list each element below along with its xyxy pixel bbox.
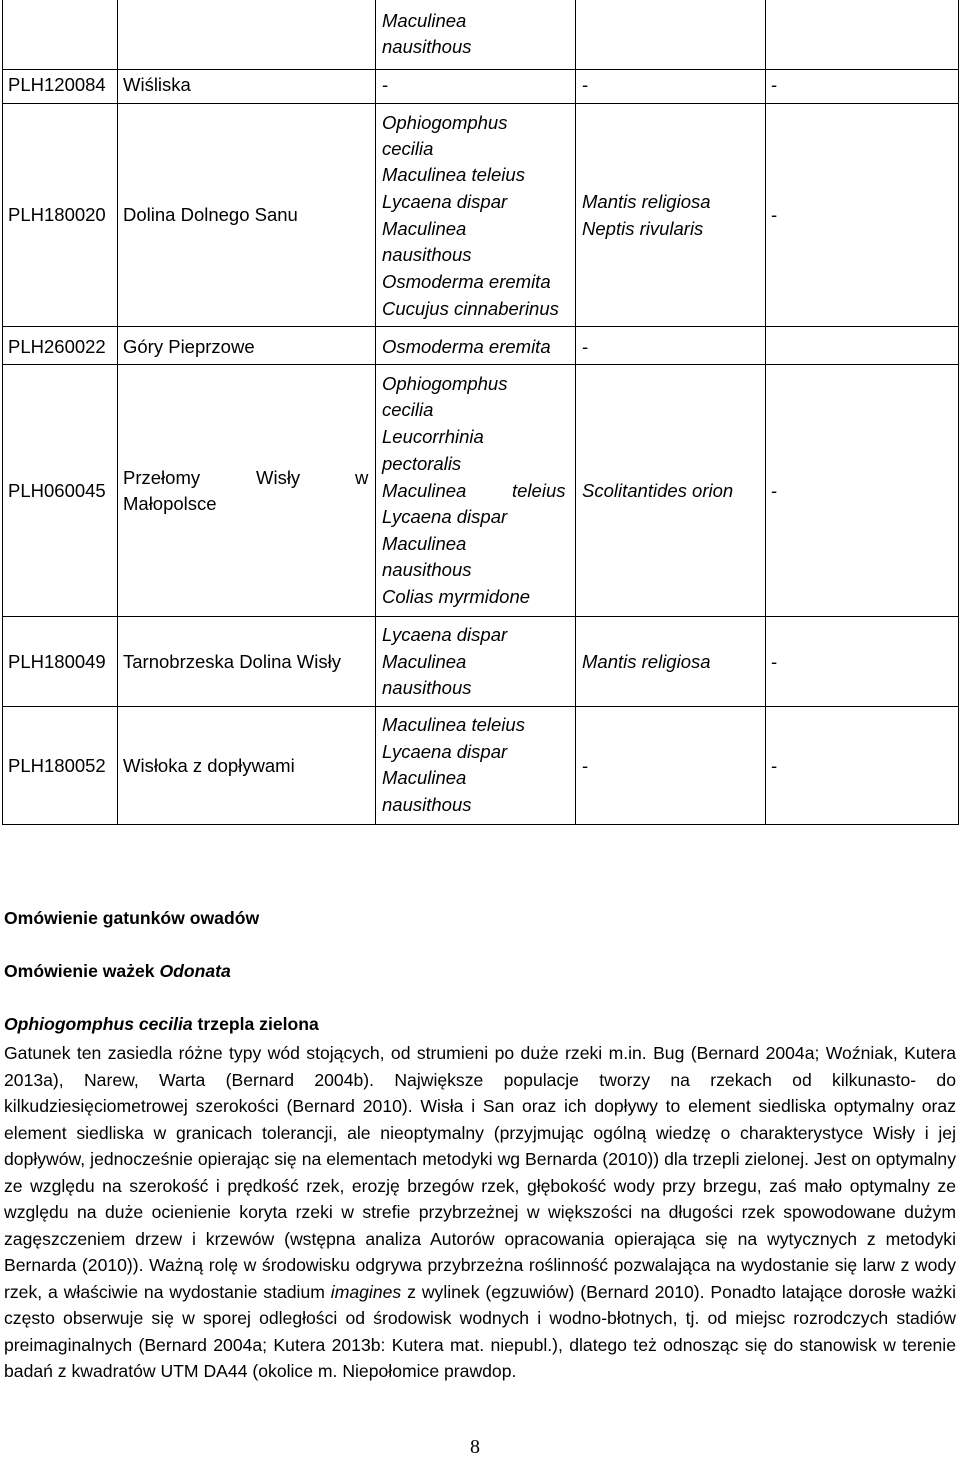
table-cell-species: nausithous xyxy=(382,36,472,57)
table-cell-species: nausithous xyxy=(382,794,472,815)
table-cell-species: cecilia xyxy=(382,138,434,159)
table-cell-code: PLH120084 xyxy=(8,74,106,95)
table-cell-extra: - xyxy=(771,480,778,501)
table-cell-species: nausithous xyxy=(382,244,472,265)
page-number: 8 xyxy=(470,1436,480,1458)
table-border-bottom xyxy=(2,824,959,825)
table-cell-code: PLH180049 xyxy=(8,651,106,672)
row-divider xyxy=(2,706,959,707)
species-latin-name: Ophiogomphus cecilia xyxy=(4,1014,193,1034)
table-cell-species: - xyxy=(382,74,389,95)
table-cell-species: cecilia xyxy=(382,399,434,420)
table-cell-extra: - xyxy=(771,204,778,225)
heading-taxon: Odonata xyxy=(159,961,231,981)
table-cell-species: Leucorrhinia xyxy=(382,426,484,447)
row-divider xyxy=(2,616,959,617)
table-cell-species: Lycaena dispar xyxy=(382,624,508,645)
table-cell-species: teleius xyxy=(512,480,566,501)
table-border-left xyxy=(2,0,3,825)
row-divider xyxy=(2,103,959,104)
table-cell-code: PLH260022 xyxy=(8,336,106,357)
table-cell-species: Maculinea teleius xyxy=(382,714,525,735)
table-cell-other-species: - xyxy=(582,336,589,357)
table-cell-other-species: - xyxy=(582,755,589,776)
table-cell-species: Maculinea xyxy=(382,533,467,554)
table-cell-site-name: w xyxy=(355,467,369,488)
table-cell-species: Cucujus cinnaberinus xyxy=(382,298,559,319)
species-heading xyxy=(4,1011,319,1038)
table-cell-extra: - xyxy=(771,755,778,776)
paragraph-text: z wylinek (egzuwiów) (Bernard 2010). Ponadto latające dorosłe ważki często obserwuje się w sporej odległości od środowisk wodnych i wodno-błotnych, tj. od miejsc rozrodczych stadiów preimaginalnych (Bernard 2004a; Kutera 2013b: Kutera mat. niepubl.), dlatego też odnosząc się do stanowisk w terenie badań z kwadratów UTM DA44 (okolice m. Niepołomice prawdop. xyxy=(4,1281,956,1381)
table-cell-site-name: Wiśliska xyxy=(123,74,191,95)
table-cell-code: PLH060045 xyxy=(8,480,106,501)
table-cell-species: nausithous xyxy=(382,559,472,580)
table-cell-species: Maculinea xyxy=(382,10,467,31)
table-cell-other-species: Neptis rivularis xyxy=(582,218,704,239)
table-cell-code: PLH180020 xyxy=(8,204,106,225)
species-common-name: trzepla zielona xyxy=(192,1014,319,1034)
table-cell-species: Maculinea teleius xyxy=(382,164,525,185)
table-cell-other-species: Scolitantides orion xyxy=(582,480,734,501)
table-cell-species: Maculinea xyxy=(382,218,467,239)
table-cell-species: nausithous xyxy=(382,677,472,698)
table-cell-site-name: Wisłoka z dopływami xyxy=(123,755,295,776)
row-divider xyxy=(2,326,959,327)
col-divider-1 xyxy=(117,0,118,825)
table-cell-site-name: Małopolsce xyxy=(123,493,217,514)
table-cell-species: Ophiogomphus xyxy=(382,373,508,394)
table-cell-species: Lycaena dispar xyxy=(382,506,508,527)
row-divider xyxy=(2,69,959,70)
table-cell-species: pectoralis xyxy=(382,453,462,474)
section-heading-insects: Omówienie gatunków owadów xyxy=(4,908,260,928)
col-divider-3 xyxy=(575,0,576,825)
paragraph-text: Gatunek ten zasiedla różne typy wód stojących, od strumieni po duże rzeki m.in. Bug (Bernard 2004a; Woźniak, Kutera 2013a), Narew, Warta (Bernard 2004b). Największe populacje tworzy na rzekach od kilkunasto- do kilkudziesięciometrowej szerokości (Bernard 2010). Wisła i San oraz ich dopływy to element siedliska optymalny oraz element siedliska w granicach tolerancji, ale nieoptymalny (przyjmując ogólną wiedzę o charakterystyce Wisły i jej dopływów, jednocześnie opierając się na elementach metodyki wg Bernarda (2010)) dla trzepli zielonej. Jest on optymalny ze względu na szerokość i prędkość rzek, erozję brzegów rzek, głębokość wody przy brzegu, zaś mało optymalny ze względu na duże ocienienie koryta rzeki w strefie przybrzeżnej w większości na długości rzek spowodowane dużym zagęszczeniem drzew i krzewów (wstępna analiza Autorów opracowania opierająca się na wytycznych z metodyki Bernarda (2010)). Ważną rolę w środowisku odgrywa przybrzeżna roślinność pozwalająca na wydostanie się larw z wody rzek, a właściwie na wydostanie stadium xyxy=(4,1043,956,1302)
table-cell-other-species: Mantis religiosa xyxy=(582,191,711,212)
table-cell-species: Maculinea xyxy=(382,480,467,501)
table-cell-code: PLH180052 xyxy=(8,755,106,776)
section-heading-odonata xyxy=(4,958,231,985)
table-cell-site-name: Przełomy xyxy=(123,467,201,488)
col-divider-2 xyxy=(375,0,376,825)
table-cell-site-name: Wisły xyxy=(256,467,301,488)
table-cell-extra: - xyxy=(771,74,778,95)
table-cell-species: Osmoderma eremita xyxy=(382,336,551,357)
table-cell-species: Colias myrmidone xyxy=(382,586,531,607)
table-cell-species: Osmoderma eremita xyxy=(382,271,551,292)
table-cell-species: Maculinea xyxy=(382,767,467,788)
table-cell-species: Lycaena dispar xyxy=(382,191,508,212)
table-cell-species: Ophiogomphus xyxy=(382,112,508,133)
table-border-right xyxy=(958,0,959,825)
heading-text: Omówienie ważek xyxy=(4,961,160,981)
table-cell-site-name: Góry Pieprzowe xyxy=(123,336,255,357)
paragraph-italic-term: imagines xyxy=(330,1281,402,1302)
row-divider xyxy=(2,364,959,365)
table-cell-species: Maculinea xyxy=(382,651,467,672)
table-cell-other-species: - xyxy=(582,74,589,95)
table-cell-site-name: Tarnobrzeska Dolina Wisły xyxy=(123,651,341,672)
table-cell-species: Lycaena dispar xyxy=(382,741,508,762)
table-cell-other-species: Mantis religiosa xyxy=(582,651,711,672)
table-cell-extra: - xyxy=(771,651,778,672)
body-paragraph xyxy=(4,1040,956,1385)
table-cell-site-name: Dolina Dolnego Sanu xyxy=(123,204,298,225)
col-divider-4 xyxy=(765,0,766,825)
